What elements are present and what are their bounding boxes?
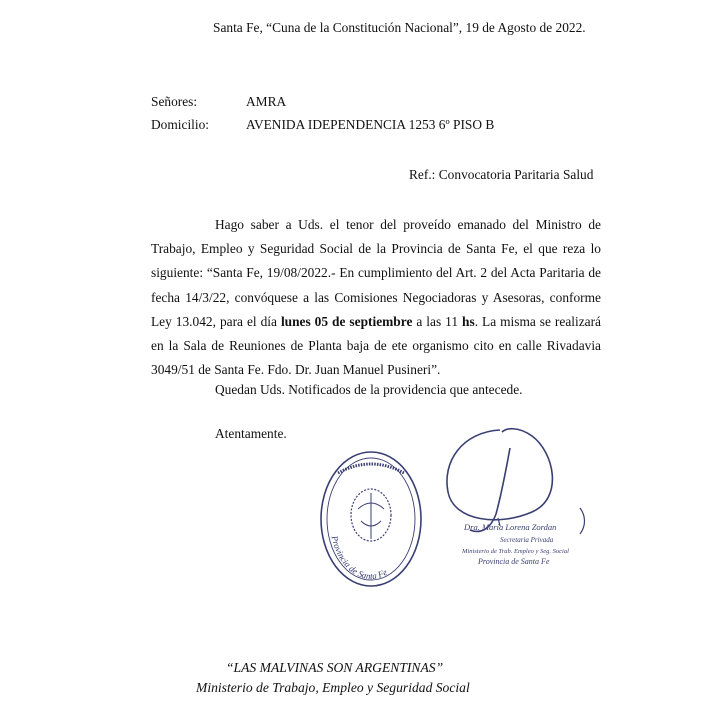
footer-slogan: “LAS MALVINAS SON ARGENTINAS” [226, 660, 444, 675]
signature-province: Provincia de Santa Fe [478, 557, 550, 566]
footer-ministry: Ministerio de Trabajo, Empleo y Seguridad Social [196, 680, 470, 695]
signature-ministry: Ministerio de Trab. Empleo y Seg. Social [462, 548, 569, 555]
domicilio-label: Domicilio: [151, 117, 210, 132]
body-text-3: . La misma se realizará en la Sala de Reuniones de Planta baja de ete organismo cito en calle Rivadavia 3049/51 de Santa Fe. Fdo. Dr. Juan Manuel Pusineri”. [151, 313, 601, 378]
regards-line: Atentamente. [215, 426, 287, 441]
senores-value: AMRA [246, 94, 287, 109]
place-date: Santa Fe, “Cuna de la Constitución Nacional”, 19 de Agosto de 2022. [213, 20, 586, 35]
body-bold-hs: hs [462, 313, 475, 329]
reference-line: Ref.: Convocatoria Paritaria Salud [409, 167, 594, 182]
signature-name: Dra. María Lorena Zordan [464, 522, 557, 532]
senores-label: Señores: [151, 94, 198, 109]
domicilio-value: AVENIDA IDEPENDENCIA 1253 6º PISO B [246, 117, 495, 132]
signature-icon [440, 422, 600, 582]
official-seal-icon [316, 449, 426, 589]
signature-role: Secretaria Privada [500, 536, 554, 544]
seal-text: Provincia de Santa Fe [329, 534, 389, 582]
notified-line: Quedan Uds. Notificados de la providencia que antecede. [215, 382, 523, 397]
body-bold-date: lunes 05 de septiembre [280, 313, 413, 329]
body-text-2: a las 11 [412, 313, 463, 329]
body-text-1: Hago saber a Uds. el tenor del proveído emanado del Ministro de Trabajo, Empleo y Seguridad Social de la Provincia de Santa Fe, el que reza lo siguiente: “Santa Fe, 19/08/2022.- En cumplimiento del Art. 2 del Acta Paritaria de fecha 14/3/22, convóquese a las Comisiones Negociadoras y Asesoras, conforme Ley 13.042, para el día [151, 217, 601, 329]
body-paragraph [151, 213, 601, 382]
